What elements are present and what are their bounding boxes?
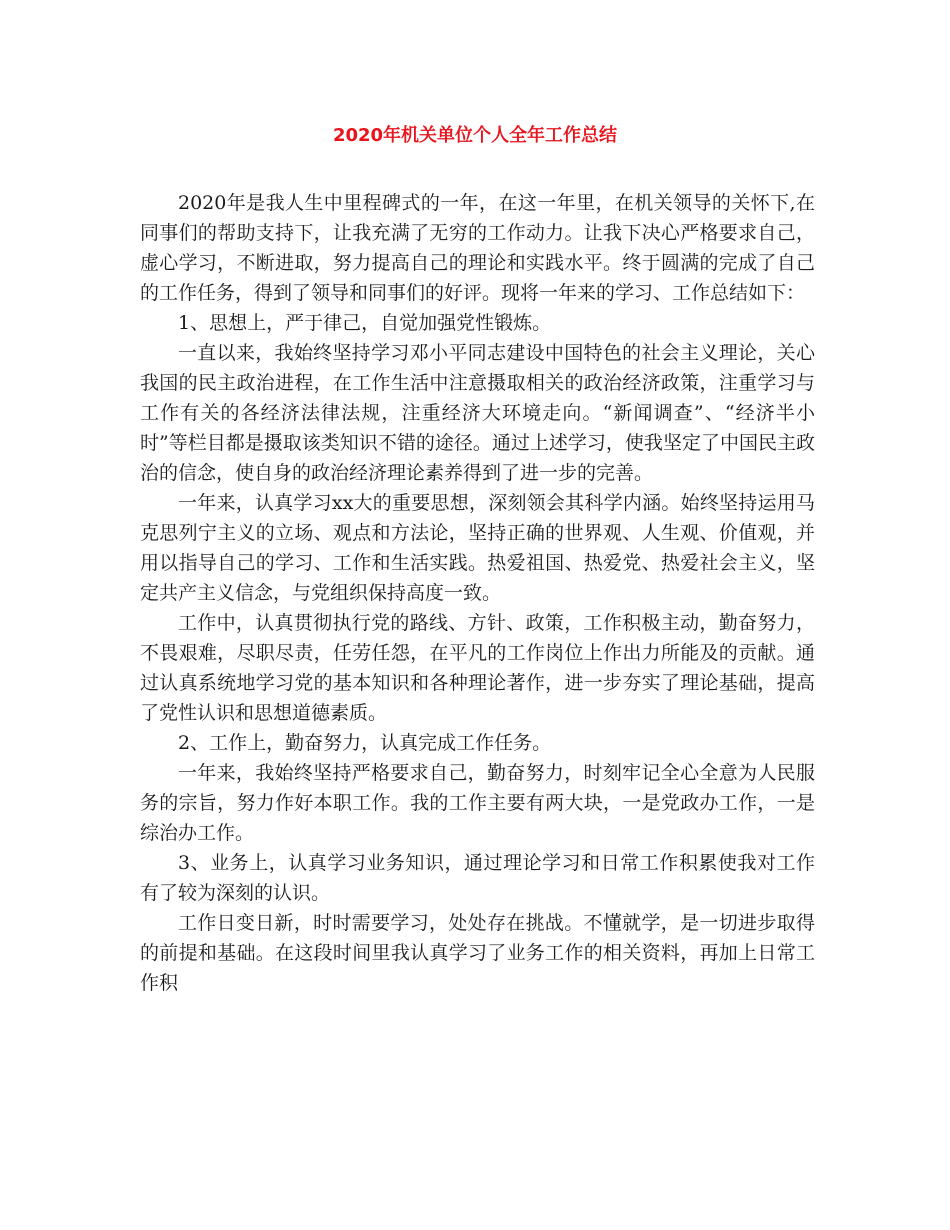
paragraph: 工作中，认真贯彻执行党的路线、方针、政策，工作积极主动，勤奋努力，不畏艰难，尽职尽责，任劳任怨，在平凡的工作岗位上作出力所能及的贡献。通过认真系统地学习党的基本知识和各种理论著作，进一步夯实了理论基础，提高了党性认识和思想道德素质。: [140, 612, 815, 724]
document-body: [140, 188, 815, 998]
paragraph: 一年来，我始终坚持严格要求自己，勤奋努力，时刻牢记全心全意为人民服务的宗旨，努力作好本职工作。我的工作主要有两大块，一是党政办工作，一是综治办工作。: [140, 762, 815, 844]
section-heading-3: 3、业务上，认真学习业务知识，通过理论学习和日常工作积累使我对工作有了较为深刻的认识。: [140, 852, 815, 904]
paragraph-intro: 2020年是我人生中里程碑式的一年，在这一年里，在机关领导的关怀下,在同事们的帮助支持下，让我充满了无穷的工作动力。让我下决心严格要求自己，虚心学习，不断进取，努力提高自己的理论和实践水平。终于圆满的完成了自己的工作任务，得到了领导和同事们的好评。现将一年来的学习、工作总结如下：: [140, 192, 815, 304]
paragraph: 一年来，认真学习xx大的重要思想，深刻领会其科学内涵。始终坚持运用马克思列宁主义的立场、观点和方法论，坚持正确的世界观、人生观、价值观，并用以指导自己的学习、工作和生活实践。热爱祖国、热爱党、热爱社会主义，坚定共产主义信念，与党组织保持高度一致。: [140, 492, 815, 604]
section-heading-2: 2、工作上，勤奋努力，认真完成工作任务。: [178, 732, 552, 754]
document-title: 2020年机关单位个人全年工作总结: [332, 125, 618, 146]
section-heading-1: 1、思想上，严于律己，自觉加强党性锻炼。: [178, 312, 552, 334]
paragraph: 工作日变日新，时时需要学习，处处存在挑战。不懂就学，是一切进步取得的前提和基础。在这段时间里我认真学习了业务工作的相关资料，再加上日常工作积: [140, 912, 815, 994]
paragraph: 一直以来，我始终坚持学习邓小平同志建设中国特色的社会主义理论，关心我国的民主政治进程，在工作生活中注意摄取相关的政治经济政策，注重学习与工作有关的各经济法律法规，注重经济大环境走向。“新闻调查”、“经济半小时”等栏目都是摄取该类知识不错的途径。通过上述学习，使我坚定了中国民主政治的信念，使自身的政治经济理论素养得到了进一步的完善。: [140, 342, 815, 484]
